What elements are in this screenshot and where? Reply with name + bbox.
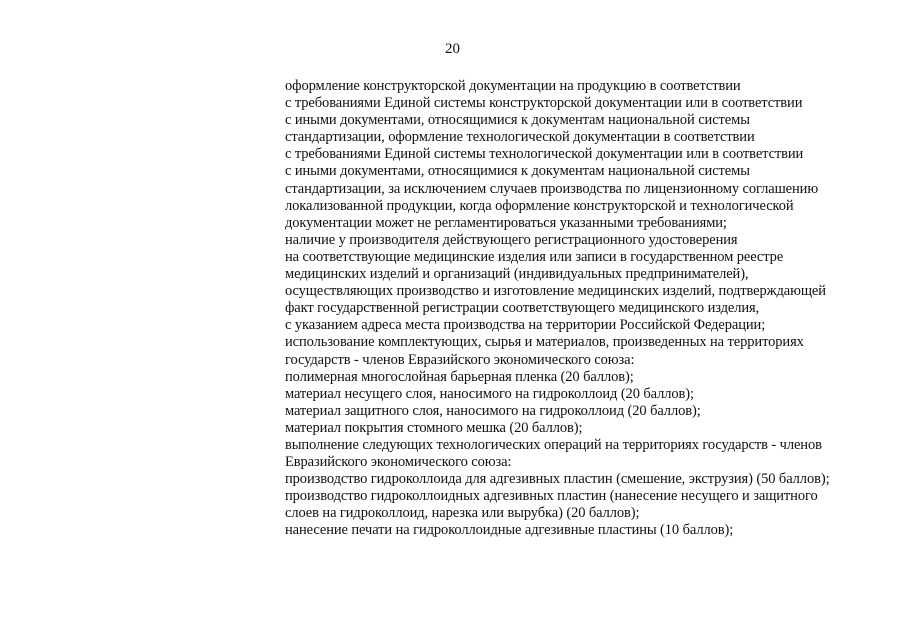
text-line: материал покрытия стомного мешка (20 баллов); [285,419,583,436]
text-line: оформление конструкторской документации на продукцию в соответствии [285,78,741,94]
text-line: полимерная многослойная барьерная пленка (20 баллов); [285,368,634,385]
document-body [285,78,885,540]
text-line: с указанием адреса места производства на территории Российской Федерации; [285,317,766,334]
text-line: производство гидроколлоида для адгезивных пластин (смешение, экструзия) (50 баллов); [285,471,830,488]
text-line: выполнение следующих технологических операций на территориях государств - членов [285,436,822,453]
text-line: с иными документами, относящимися к документам национальной системы [285,112,750,129]
text-line: слоев на гидроколлоид, нарезка или вырубка) (20 баллов); [285,505,640,522]
text-line: локализованной продукции, когда оформление конструкторской и технологической [285,197,794,214]
text-line: государств - членов Евразийского экономического союза: [285,351,635,368]
text-line: документации может не регламентироваться указанными требованиями; [285,214,727,231]
text-line: с иными документами, относящимися к документам национальной системы [285,163,750,180]
text-line: медицинских изделий и организаций (индивидуальных предпринимателей), [285,266,749,283]
text-line: факт государственной регистрации соответствующего медицинского изделия, [285,300,760,317]
text-line: с требованиями Единой системы технологической документации или в соответствии [285,146,804,163]
text-line: стандартизации, оформление технологической документации в соответствии [285,129,755,146]
text-line: нанесение печати на гидроколлоидные адгезивные пластины (10 баллов); [285,522,734,539]
text-line: с требованиями Единой системы конструкторской документации или в соответствии [285,95,803,112]
page-number: 20 [445,41,460,57]
text-line: наличие у производителя действующего регистрационного удостоверения [285,231,738,248]
text-line: использование комплектующих, сырья и материалов, произведенных на территориях [285,334,804,351]
text-line: Евразийского экономического союза: [285,454,512,471]
text-line: на соответствующие медицинские изделия или записи в государственном реестре [285,248,784,265]
text-line: стандартизации, за исключением случаев производства по лицензионному соглашению [285,180,819,197]
text-line: материал несущего слоя, наносимого на гидроколлоид (20 баллов); [285,385,694,402]
text-line: производство гидроколлоидных адгезивных пластин (нанесение несущего и защитного [285,488,818,505]
text-line: осуществляющих производство и изготовление медицинских изделий, подтверждающей [285,283,826,300]
text-line: материал защитного слоя, наносимого на гидроколлоид (20 баллов); [285,402,701,419]
